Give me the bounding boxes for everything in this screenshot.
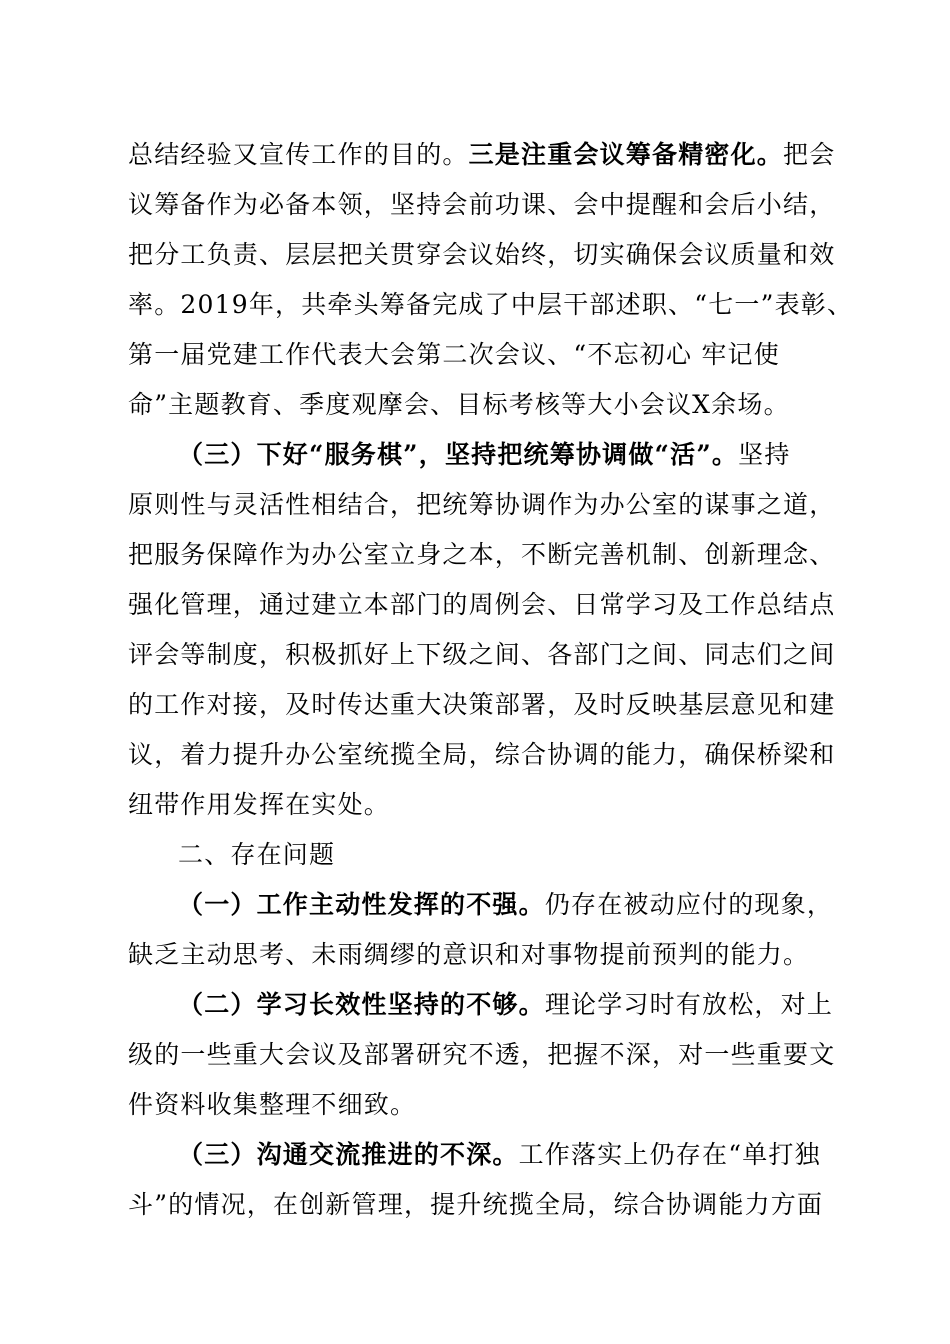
subsection-heading-bold: （二）学习长效性坚持的不够。 xyxy=(178,990,545,1019)
text-run: 总结经验又宣传工作的目的。 xyxy=(128,140,469,169)
subsection-heading-bold: （三）沟通交流推进的不深。 xyxy=(178,1140,519,1169)
document-body xyxy=(128,130,854,1230)
paragraph-line xyxy=(128,1130,828,1180)
paragraph-line: 议筹备作为必备本领，坚持会前功课、会中提醒和会后小结， xyxy=(128,190,836,219)
text-run: 把会 xyxy=(783,140,836,169)
paragraph-line: 级的一些重大会议及部署研究不透，把握不深，对一些重要文 xyxy=(128,1040,836,1069)
text-run: 仍存在被动应付的现象， xyxy=(544,890,834,919)
paragraph-line: 把服务保障作为办公室立身之本，不断完善机制、创新理念、 xyxy=(128,540,836,569)
paragraph-line xyxy=(128,430,828,480)
paragraph-line: 议，着力提升办公室统揽全局，综合协调的能力，确保桥梁和 xyxy=(128,740,836,769)
paragraph-line: 原则性与灵活性相结合，把统筹协调作为办公室的谋事之道， xyxy=(128,490,836,519)
paragraph-line: 缺乏主动思考、未雨绸缪的意识和对事物提前预判的能力。 xyxy=(128,940,810,969)
paragraph-line: 率。2019年，共牵头筹备完成了中层干部述职、“七一”表彰、 xyxy=(128,290,854,319)
paragraph-line: 件资料收集整理不细致。 xyxy=(128,1090,417,1119)
paragraph-line xyxy=(128,130,836,180)
subsection-heading-bold: （一）工作主动性发挥的不强。 xyxy=(178,890,545,919)
paragraph-line: 强化管理，通过建立本部门的周例会、日常学习及工作总结点 xyxy=(128,590,836,619)
paragraph-line: 命”主题教育、季度观摩会、目标考核等大小会议X余场。 xyxy=(128,390,790,419)
section-heading: 二、存在问题 xyxy=(178,840,336,869)
paragraph-line: 斗”的情况，在创新管理，提升统揽全局，综合协调能力方面 xyxy=(128,1190,824,1219)
paragraph-line xyxy=(128,880,834,930)
text-run: 工作落实上仍存在“单打独 xyxy=(518,1140,821,1169)
paragraph-line: 把分工负责、层层把关贯穿会议始终，切实确保会议质量和效 xyxy=(128,240,836,269)
paragraph-line: 第一届党建工作代表大会第二次会议、“不忘初心 牢记使 xyxy=(128,340,780,369)
paragraph-line xyxy=(128,980,834,1030)
section-heading-bold: （三）下好“服务棋”，坚持把统筹协调做“活”。 xyxy=(178,440,739,469)
paragraph-line: 的工作对接，及时传达重大决策部署，及时反映基层意见和建 xyxy=(128,690,836,719)
paragraph-line: 评会等制度，积极抓好上下级之间、各部门之间、同志们之间 xyxy=(128,640,836,669)
text-run: 坚持 xyxy=(738,440,791,469)
text-run: 理论学习时有放松，对上 xyxy=(544,990,834,1019)
bold-lead: 三是注重会议筹备精密化。 xyxy=(468,140,784,169)
paragraph-line: 纽带作用发挥在实处。 xyxy=(128,790,391,819)
